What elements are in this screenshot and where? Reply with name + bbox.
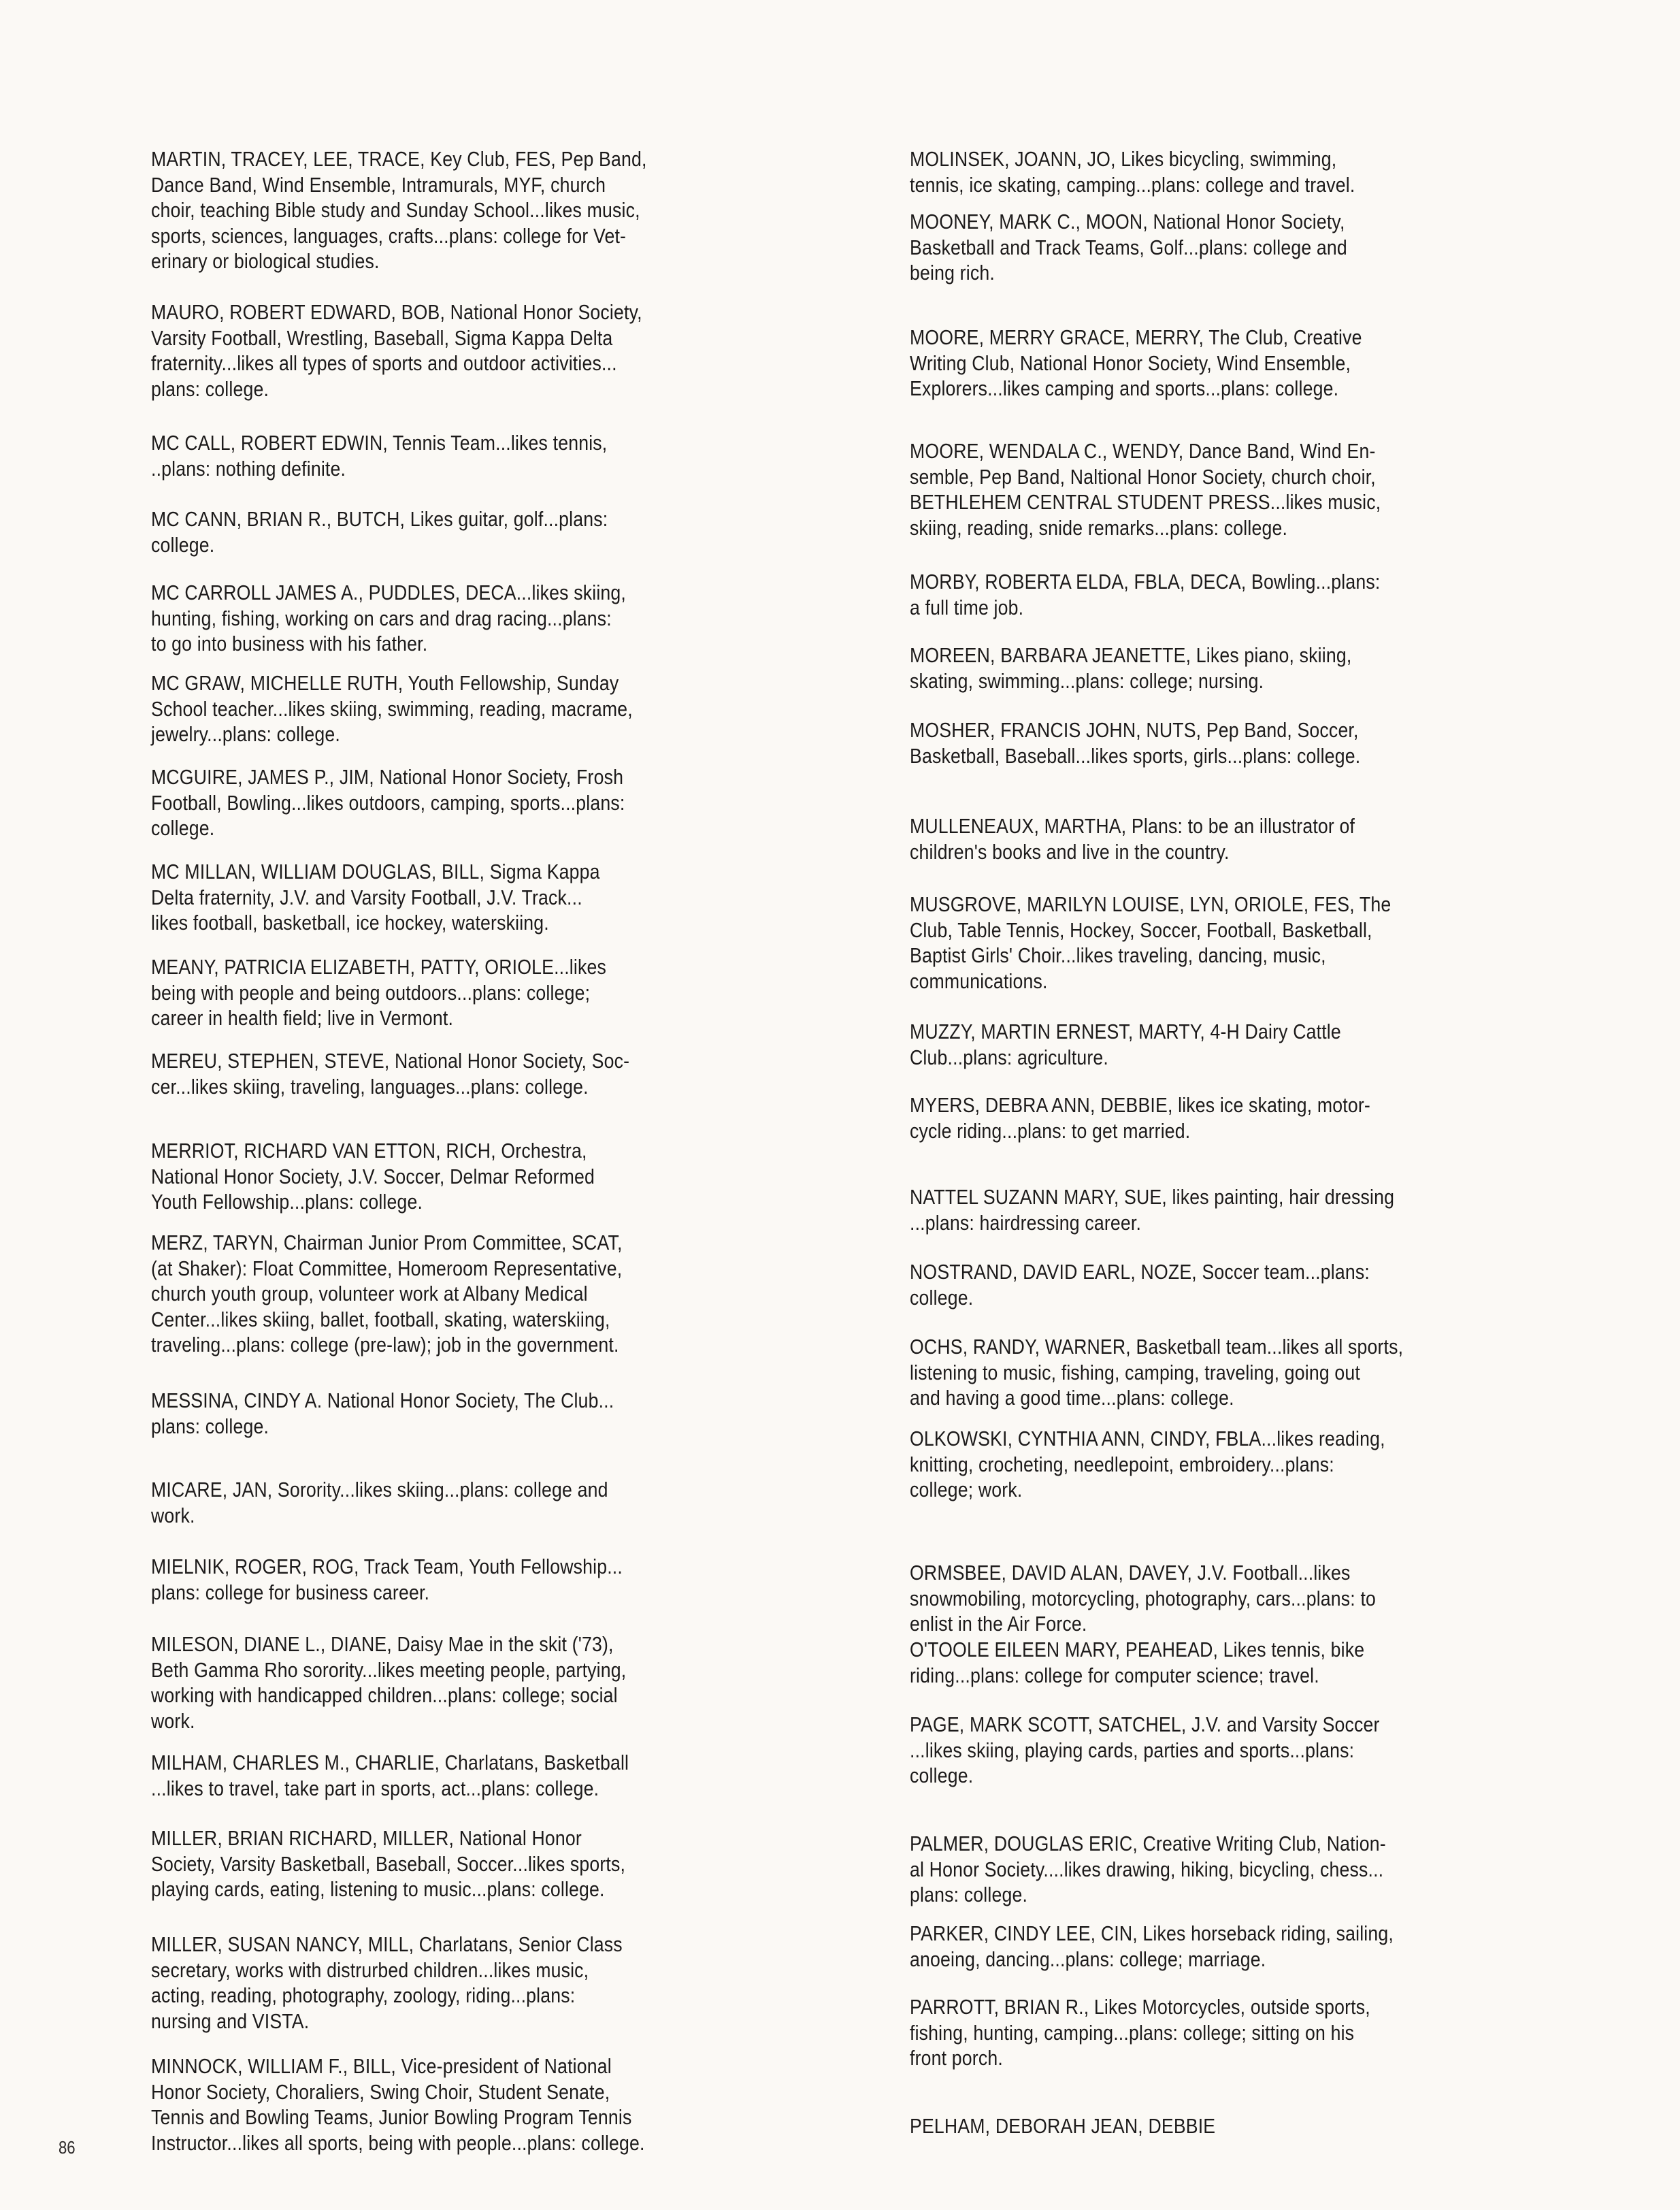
student-entry <box>151 1554 893 1605</box>
entry-text-line: Society, Varsity Basketball, Baseball, Soccer...likes sports, <box>151 1851 626 1876</box>
entry-text-line: enlist in the Air Force. <box>910 1612 1087 1636</box>
entry-text-line: ...likes skiing, playing cards, parties and sports...plans: <box>910 1738 1355 1762</box>
entry-name-line: MARTIN, TRACEY, LEE, TRACE, Key Club, FES, Pep Band, <box>151 147 647 171</box>
entry-name-line: MICARE, JAN, Sorority...likes skiing...plans: college and <box>151 1478 608 1501</box>
entry-name-line: MOORE, WENDALA C., WENDY, Dance Band, Wind En- <box>910 439 1376 463</box>
entry-name-line: MOLINSEK, JOANN, JO, Likes bicycling, swimming, <box>910 147 1337 171</box>
entry-name-line: PELHAM, DEBORAH JEAN, DEBBIE <box>910 2114 1216 2138</box>
entry-text-line: snowmobiling, motorcycling, photography, cars...plans: to <box>910 1586 1377 1610</box>
entry-text-line: jewelry...plans: college. <box>151 722 340 746</box>
entry-text-line: al Honor Society....likes drawing, hiking, bicycling, chess... <box>910 1857 1384 1881</box>
entry-text-line: ..plans: nothing definite. <box>151 456 346 481</box>
entry-text-line: Club...plans: agriculture. <box>910 1045 1108 1069</box>
student-entry <box>910 1259 1658 1310</box>
student-entry <box>910 643 1658 694</box>
entry-name-line: MYERS, DEBRA ANN, DEBBIE, likes ice skating, motor- <box>910 1093 1370 1117</box>
entry-text-line: cer...likes skiing, traveling, languages...plans: college. <box>151 1074 589 1099</box>
student-entry <box>151 506 893 557</box>
student-entry <box>151 1825 893 1902</box>
entry-text-line: Basketball, Baseball...likes sports, girls...plans: college. <box>910 743 1361 768</box>
student-entry <box>910 438 1658 540</box>
entry-name-line: MAURO, ROBERT EDWARD, BOB, National Honor Society, <box>151 300 642 324</box>
right-column <box>910 0 1658 2210</box>
entry-text-line: Explorers...likes camping and sports...plans: college. <box>910 376 1339 400</box>
entry-text-line: anoeing, dancing...plans: college; marriage. <box>910 1947 1266 1971</box>
student-entry <box>910 1637 1658 1688</box>
student-entry <box>151 1750 893 1801</box>
entry-text-line: skiing, reading, snide remarks...plans: college. <box>910 515 1288 540</box>
entry-text-line: Beth Gamma Rho sorority...likes meeting people, partying, <box>151 1657 627 1682</box>
entry-name-line: MC CANN, BRIAN R., BUTCH, Likes guitar, golf...plans: <box>151 507 608 531</box>
entry-text-line: tennis, ice skating, camping...plans: college and travel. <box>910 172 1355 197</box>
left-column <box>151 0 893 2210</box>
entry-text-line: listening to music, fishing, camping, traveling, going out <box>910 1360 1361 1384</box>
entry-text-line: ...likes to travel, take part in sports, act...plans: college. <box>151 1776 599 1800</box>
entry-name-line: MIELNIK, ROGER, ROG, Track Team, Youth Fellowship... <box>151 1555 623 1578</box>
entry-text-line: being rich. <box>910 261 995 285</box>
student-entry <box>151 1477 893 1528</box>
student-entry <box>151 430 893 481</box>
entry-name-line: OCHS, RANDY, WARNER, Basketball team...likes all sports, <box>910 1335 1404 1359</box>
entry-name-line: MC CALL, ROBERT EDWIN, Tennis Team...likes tennis, <box>151 431 608 455</box>
entry-name-line: PARKER, CINDY LEE, CIN, Likes horseback riding, sailing, <box>910 1921 1394 1945</box>
entry-name-line: O'TOOLE EILEEN MARY, PEAHEAD, Likes tennis, bike <box>910 1638 1365 1661</box>
entry-text-line: plans: college. <box>910 1883 1028 1906</box>
student-entry <box>151 299 893 402</box>
entry-text-line: nursing and VISTA. <box>151 2009 310 2033</box>
entry-text-line: fraternity...likes all types of sports and outdoor activities... <box>151 351 617 375</box>
entry-text-line: plans: college for business career. <box>151 1580 430 1604</box>
student-entry <box>910 1019 1658 1070</box>
entry-name-line: MC GRAW, MICHELLE RUTH, Youth Fellowship, Sunday <box>151 671 619 695</box>
entry-name-line: OLKOWSKI, CYNTHIA ANN, CINDY, FBLA...likes reading, <box>910 1427 1385 1450</box>
entry-text-line: Writing Club, National Honor Society, Wind Ensemble, <box>910 351 1351 375</box>
entry-text-line: sports, sciences, languages, crafts...plans: college for Vet- <box>151 223 627 248</box>
student-entry <box>151 764 893 841</box>
student-entry <box>151 1230 893 1358</box>
entry-name-line: MORBY, ROBERTA ELDA, FBLA, DECA, Bowling...plans: <box>910 570 1381 594</box>
entry-text-line: knitting, crocheting, needlepoint, embroidery...plans: <box>910 1452 1334 1476</box>
entry-name-line: MILLER, SUSAN NANCY, MILL, Charlatans, Senior Class <box>151 1932 623 1956</box>
student-entry <box>910 2113 1658 2139</box>
entry-text-line: college. <box>910 1285 974 1310</box>
student-entry <box>910 1712 1658 1789</box>
entry-name-line: MEANY, PATRICIA ELIZABETH, PATTY, ORIOLE...likes <box>151 955 607 979</box>
entry-text-line: hunting, fishing, working on cars and drag racing...plans: <box>151 606 612 630</box>
entry-text-line: work. <box>151 1708 195 1733</box>
entry-text-line: Center...likes skiing, ballet, football, skating, waterskiing, <box>151 1307 610 1331</box>
entry-text-line: working with handicapped children...plans: college; social <box>151 1683 618 1707</box>
entry-text-line: plans: college. <box>151 1414 269 1438</box>
entry-text-line: plans: college. <box>151 376 269 401</box>
student-entry <box>151 1388 893 1439</box>
entry-text-line: traveling...plans: college (pre-law); job in the government. <box>151 1333 619 1356</box>
entry-name-line: MILHAM, CHARLES M., CHARLIE, Charlatans, Basketball <box>151 1751 629 1774</box>
student-entry <box>151 1138 893 1215</box>
entry-text-line: choir, teaching Bible study and Sunday School...likes music, <box>151 198 640 222</box>
entry-name-line: PARROTT, BRIAN R., Likes Motorcycles, outside sports, <box>910 1995 1370 2019</box>
entry-text-line: being with people and being outdoors...plans: college; <box>151 980 591 1005</box>
entry-name-line: MOORE, MERRY GRACE, MERRY, The Club, Creative <box>910 325 1362 349</box>
entry-text-line: children's books and live in the country. <box>910 839 1230 864</box>
entry-text-line: to go into business with his father. <box>151 632 428 655</box>
student-entry <box>151 1631 893 1734</box>
entry-text-line: BETHLEHEM CENTRAL STUDENT PRESS...likes music, <box>910 490 1381 514</box>
entry-text-line: Baptist Girls' Choir...likes traveling, dancing, music, <box>910 943 1326 967</box>
student-entry <box>151 2053 893 2156</box>
student-entry <box>910 209 1658 286</box>
entry-text-line: playing cards, eating, listening to music...plans: college. <box>151 1877 605 1901</box>
entry-text-line: Tennis and Bowling Teams, Junior Bowling Program Tennis <box>151 2105 632 2129</box>
student-entry <box>910 569 1658 620</box>
entry-text-line: Delta fraternity, J.V. and Varsity Football, J.V. Track... <box>151 885 582 909</box>
entry-text-line: (at Shaker): Float Committee, Homeroom Representative, <box>151 1256 623 1280</box>
student-entry <box>151 146 893 274</box>
entry-text-line: skating, swimming...plans: college; nursing. <box>910 668 1264 693</box>
entry-text-line: Youth Fellowship...plans: college. <box>151 1190 423 1214</box>
entry-name-line: ORMSBEE, DAVID ALAN, DAVEY, J.V. Football...likes <box>910 1561 1351 1585</box>
student-entry <box>910 1184 1658 1235</box>
entry-name-line: MUZZY, MARTIN ERNEST, MARTY, 4-H Dairy Cattle <box>910 1020 1341 1043</box>
entry-text-line: college. <box>910 1764 974 1787</box>
student-entry <box>910 1092 1658 1143</box>
entry-text-line: work. <box>151 1503 195 1527</box>
student-entry <box>910 1334 1658 1411</box>
student-entry <box>910 717 1658 768</box>
entry-name-line: MILLER, BRIAN RICHARD, MILLER, National Honor <box>151 1826 582 1850</box>
student-entry <box>910 325 1658 402</box>
entry-text-line: Varsity Football, Wrestling, Baseball, Sigma Kappa Delta <box>151 325 613 350</box>
entry-text-line: riding...plans: college for computer science; travel. <box>910 1663 1319 1687</box>
entry-text-line: college. <box>151 532 215 557</box>
entry-name-line: NATTEL SUZANN MARY, SUE, likes painting, hair dressing <box>910 1185 1395 1209</box>
entry-text-line: Club, Table Tennis, Hockey, Soccer, Football, Basketball, <box>910 917 1372 942</box>
entry-text-line: secretary, works with distrurbed children...likes music, <box>151 1957 589 1982</box>
entry-name-line: MC CARROLL JAMES A., PUDDLES, DECA...likes skiing, <box>151 581 626 604</box>
entry-name-line: MOONEY, MARK C., MOON, National Honor Society, <box>910 210 1345 233</box>
student-entry <box>910 1560 1658 1637</box>
student-entry <box>151 580 893 657</box>
entry-text-line: a full time job. <box>910 595 1024 619</box>
entry-name-line: MCGUIRE, JAMES P., JIM, National Honor Society, Frosh <box>151 765 624 789</box>
student-entry <box>151 859 893 936</box>
entry-name-line: MULLENEAUX, MARTHA, Plans: to be an illustrator of <box>910 814 1355 838</box>
student-entry <box>151 954 893 1031</box>
entry-text-line: and having a good time...plans: college. <box>910 1386 1234 1410</box>
entry-text-line: School teacher...likes skiing, swimming, reading, macrame, <box>151 696 633 721</box>
entry-text-line: Basketball and Track Teams, Golf...plans: college and <box>910 235 1347 259</box>
student-entry <box>151 670 893 747</box>
entry-text-line: career in health field; live in Vermont. <box>151 1006 454 1030</box>
entry-text-line: ...plans: hairdressing career. <box>910 1210 1142 1235</box>
entry-name-line: MOSHER, FRANCIS JOHN, NUTS, Pep Band, Soccer, <box>910 718 1359 742</box>
entry-text-line: church youth group, volunteer work at Albany Medical <box>151 1282 588 1305</box>
entry-name-line: MERZ, TARYN, Chairman Junior Prom Committee, SCAT, <box>151 1231 623 1254</box>
entry-name-line: PALMER, DOUGLAS ERIC, Creative Writing Club, Nation- <box>910 1832 1386 1855</box>
entry-text-line: front porch. <box>910 2046 1003 2070</box>
entry-text-line: Instructor...likes all sports, being with people...plans: college. <box>151 2130 645 2155</box>
page-number: 86 <box>59 2137 76 2158</box>
entry-text-line: erinary or biological studies. <box>151 249 380 273</box>
entry-name-line: MOREEN, BARBARA JEANETTE, Likes piano, skiing, <box>910 643 1352 667</box>
entry-text-line: college; work. <box>910 1478 1023 1501</box>
entry-text-line: Football, Bowling...likes outdoors, camping, sports...plans: <box>151 790 625 815</box>
entry-text-line: semble, Pep Band, Naltional Honor Society, church choir, <box>910 464 1376 489</box>
entry-text-line: communications. <box>910 969 1048 993</box>
entry-name-line: PAGE, MARK SCOTT, SATCHEL, J.V. and Varsity Soccer <box>910 1712 1380 1736</box>
student-entry <box>910 1426 1658 1503</box>
entry-text-line: Honor Society, Choraliers, Swing Choir, Student Senate, <box>151 2079 610 2104</box>
student-entry <box>151 1932 893 2034</box>
entry-text-line: college. <box>151 816 215 840</box>
student-entry <box>910 1994 1658 2071</box>
student-entry <box>910 1831 1658 1908</box>
entry-text-line: acting, reading, photography, zoology, riding...plans: <box>151 1983 576 2007</box>
entry-text-line: likes football, basketball, ice hockey, waterskiing. <box>151 911 549 935</box>
student-entry <box>910 892 1658 994</box>
entry-name-line: NOSTRAND, DAVID EARL, NOZE, Soccer team...plans: <box>910 1260 1370 1284</box>
student-entry <box>910 813 1658 864</box>
student-entry <box>910 1921 1658 1972</box>
entry-name-line: MERRIOT, RICHARD VAN ETTON, RICH, Orchestra, <box>151 1139 587 1163</box>
entry-text-line: cycle riding...plans: to get married. <box>910 1118 1191 1143</box>
entry-text-line: Dance Band, Wind Ensemble, Intramurals, MYF, church <box>151 172 606 197</box>
entry-name-line: MESSINA, CINDY A. National Honor Society, The Club... <box>151 1388 614 1412</box>
entry-name-line: MEREU, STEPHEN, STEVE, National Honor Society, Soc- <box>151 1049 630 1073</box>
student-entry <box>151 1048 893 1099</box>
entry-name-line: MINNOCK, WILLIAM F., BILL, Vice-president of National <box>151 2054 612 2078</box>
entry-name-line: MC MILLAN, WILLIAM DOUGLAS, BILL, Sigma Kappa <box>151 860 600 883</box>
entry-name-line: MUSGROVE, MARILYN LOUISE, LYN, ORIOLE, FES, The <box>910 892 1391 916</box>
entry-name-line: MILESON, DIANE L., DIANE, Daisy Mae in the skit ('73), <box>151 1632 614 1656</box>
entry-text-line: fishing, hunting, camping...plans: college; sitting on his <box>910 2020 1355 2045</box>
entry-text-line: National Honor Society, J.V. Soccer, Delmar Reformed <box>151 1164 595 1188</box>
student-entry <box>910 146 1658 197</box>
